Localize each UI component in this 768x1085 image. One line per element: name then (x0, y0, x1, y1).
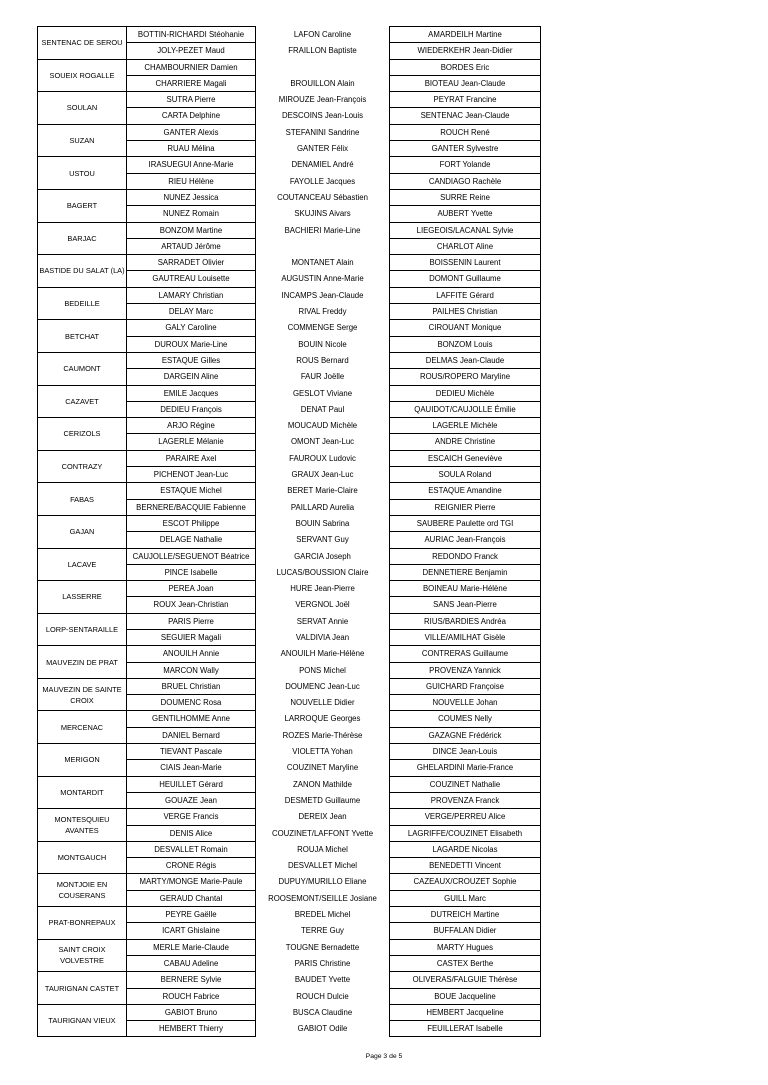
member-cell: AUBERT Yvette (390, 206, 541, 222)
member-cell: LIEGEOIS/LACANAL Sylvie (390, 222, 541, 238)
member-cell: ROUCH Dulcie (256, 988, 390, 1004)
member-cell: DENIS Alice (127, 825, 256, 841)
member-cell: GRAUX Jean-Luc (256, 467, 390, 483)
member-cell: ROZES Marie-Thérèse (256, 727, 390, 743)
member-cell: RUAU Mélina (127, 141, 256, 157)
member-cell: ANOUILH Annie (127, 646, 256, 662)
member-cell: GESLOT Viviane (256, 385, 390, 401)
member-cell: MARCON Wally (127, 662, 256, 678)
member-cell: ROUCH René (390, 124, 541, 140)
member-cell: SURRE Reine (390, 189, 541, 205)
member-cell: BOUIN Sabrina (256, 515, 390, 531)
member-cell: ROUJA Michel (256, 841, 390, 857)
member-cell: JOLY-PEZET Maud (127, 43, 256, 59)
member-cell: NUNEZ Romain (127, 206, 256, 222)
member-cell: PONS Michel (256, 662, 390, 678)
member-cell: BRUEL Christian (127, 678, 256, 694)
member-cell: DENNETIERE Benjamin (390, 564, 541, 580)
commune-name: SENTENAC DE SEROU (38, 27, 127, 60)
table-row (38, 157, 541, 173)
member-cell: DOUMENC Rosa (127, 695, 256, 711)
member-cell: PAILHES Christian (390, 304, 541, 320)
commune-name: PRAT-BONREPAUX (38, 907, 127, 940)
table-row (38, 189, 541, 205)
table-row (38, 1004, 541, 1020)
member-cell: SARRADET Olivier (127, 255, 256, 271)
member-cell: LAGERLE Mélanie (127, 434, 256, 450)
member-cell: ESTAQUE Gilles (127, 352, 256, 368)
commune-name: LASSERRE (38, 581, 127, 614)
member-cell: COUMES Nelly (390, 711, 541, 727)
table-row (38, 450, 541, 466)
member-cell: BUSCA Claudine (256, 1004, 390, 1020)
member-cell: CHARLOT Aline (390, 238, 541, 254)
member-cell: PROVENZA Yannick (390, 662, 541, 678)
commune-name: TAURIGNAN VIEUX (38, 1004, 127, 1037)
member-cell: PEYRAT Francine (390, 92, 541, 108)
member-cell: PARAIRE Axel (127, 450, 256, 466)
member-cell: CARTA Delphine (127, 108, 256, 124)
member-cell: ESTAQUE Michel (127, 483, 256, 499)
member-cell: FAYOLLE Jacques (256, 173, 390, 189)
member-cell: DEDIEU Michèle (390, 385, 541, 401)
table-row (38, 613, 541, 629)
commune-name: BARJAC (38, 222, 127, 255)
member-cell: COMMENGE Serge (256, 320, 390, 336)
member-cell: SEGUIER Magali (127, 629, 256, 645)
member-cell: DENAMIEL André (256, 157, 390, 173)
table-row (38, 385, 541, 401)
table-row (38, 27, 541, 43)
member-cell: CANDIAGO Rachèle (390, 173, 541, 189)
table-row (38, 776, 541, 792)
table-row (38, 222, 541, 238)
member-cell: VILLE/AMILHAT Gisèle (390, 629, 541, 645)
member-cell: VERGE Francis (127, 809, 256, 825)
member-cell: GAZAGNE Frédérick (390, 727, 541, 743)
member-cell: SERVAT Annie (256, 613, 390, 629)
member-cell: DELAY Marc (127, 304, 256, 320)
member-cell: DEREIX Jean (256, 809, 390, 825)
member-cell: GABIOT Odile (256, 1021, 390, 1037)
member-cell: CABAU Adeline (127, 955, 256, 971)
table-row (38, 59, 541, 75)
member-cell: SANS Jean-Pierre (390, 597, 541, 613)
member-cell: INCAMPS Jean-Claude (256, 287, 390, 303)
member-cell: LAFFITE Gérard (390, 287, 541, 303)
member-cell: SOULA Roland (390, 467, 541, 483)
table-row (38, 92, 541, 108)
member-cell: SENTENAC Jean-Claude (390, 108, 541, 124)
member-cell: GAUTREAU Louisette (127, 271, 256, 287)
member-cell: BERNERE Sylvie (127, 972, 256, 988)
table-row (38, 907, 541, 923)
member-cell: PICHENOT Jean-Luc (127, 467, 256, 483)
member-cell: LAGARDE Nicolas (390, 841, 541, 857)
commune-name: MONTJOIE EN COUSERANS (38, 874, 127, 907)
commune-name: CAZAVET (38, 385, 127, 418)
commune-name: LACAVE (38, 548, 127, 581)
table-row (38, 581, 541, 597)
table-row (38, 418, 541, 434)
member-cell: PEREA Joan (127, 581, 256, 597)
member-cell: BREDEL Michel (256, 907, 390, 923)
member-cell: ANOUILH Marie-Hélène (256, 646, 390, 662)
table-row (38, 711, 541, 727)
member-cell: CRONE Régis (127, 858, 256, 874)
commune-name: CONTRAZY (38, 450, 127, 483)
commune-name: SAINT CROIX VOLVESTRE (38, 939, 127, 972)
member-cell: BOINEAU Marie-Hélène (390, 581, 541, 597)
table-row (38, 972, 541, 988)
member-cell: PAILLARD Aurelia (256, 499, 390, 515)
commune-name: FABAS (38, 483, 127, 516)
member-cell: CAZEAUX/CROUZET Sophie (390, 874, 541, 890)
member-cell: TIEVANT Pascale (127, 744, 256, 760)
member-cell: MERLE Marie-Claude (127, 939, 256, 955)
member-cell: SUTRA Pierre (127, 92, 256, 108)
commune-name: BASTIDE DU SALAT (LA) (38, 255, 127, 288)
member-cell: ROOSEMONT/SEILLE Josiane (256, 890, 390, 906)
member-cell: GABIOT Bruno (127, 1004, 256, 1020)
member-cell: TERRE Guy (256, 923, 390, 939)
member-cell: ARJO Régine (127, 418, 256, 434)
member-cell: SKUJINS Aivars (256, 206, 390, 222)
table-row (38, 124, 541, 140)
member-cell: VERGE/PERREU Alice (390, 809, 541, 825)
member-cell: ESCOT Philippe (127, 515, 256, 531)
page-footer: Page 3 de 5 (365, 1053, 403, 1060)
member-cell: SAUBERE Paulette ord TGI (390, 515, 541, 531)
member-cell (256, 238, 390, 254)
member-cell: QAUIDOT/CAUJOLLE Émilie (390, 401, 541, 417)
member-cell: REIGNIER Pierre (390, 499, 541, 515)
commune-name: SUZAN (38, 124, 127, 157)
table-row (38, 939, 541, 955)
member-cell: ANDRE Christine (390, 434, 541, 450)
member-cell: DELMAS Jean-Claude (390, 352, 541, 368)
member-cell: CASTEX Berthe (390, 955, 541, 971)
member-cell: GUILL Marc (390, 890, 541, 906)
member-cell: PROVENZA Franck (390, 792, 541, 808)
member-cell: DUTREICH Martine (390, 907, 541, 923)
commune-name: SOUEIX ROGALLE (38, 59, 127, 92)
member-cell: OMONT Jean-Luc (256, 434, 390, 450)
member-cell: DESVALLET Michel (256, 858, 390, 874)
member-cell: GERAUD Chantal (127, 890, 256, 906)
member-cell: DUPUY/MURILLO Eliane (256, 874, 390, 890)
member-cell: COUTANCEAU Sébastien (256, 189, 390, 205)
table-row (38, 320, 541, 336)
member-cell: NUNEZ Jessica (127, 189, 256, 205)
member-cell: GANTER Alexis (127, 124, 256, 140)
member-cell: DESMETD Guillaume (256, 792, 390, 808)
commune-name: CERIZOLS (38, 418, 127, 451)
member-cell: MOUCAUD Michèle (256, 418, 390, 434)
member-cell: EMILE Jacques (127, 385, 256, 401)
table-row (38, 678, 541, 694)
table-row (38, 874, 541, 890)
member-cell: LAFON Caroline (256, 27, 390, 43)
member-cell: CONTRERAS Guillaume (390, 646, 541, 662)
member-cell: AUGUSTIN Anne-Marie (256, 271, 390, 287)
member-cell: BERET Marie-Claire (256, 483, 390, 499)
member-cell: DOMONT Guillaume (390, 271, 541, 287)
member-cell: BOUIN Nicole (256, 336, 390, 352)
member-cell: BENEDETTI Vincent (390, 858, 541, 874)
commune-name: GAJAN (38, 515, 127, 548)
members-table-body (38, 27, 541, 1037)
member-cell: LUCAS/BOUSSION Claire (256, 564, 390, 580)
member-cell: PARIS Christine (256, 955, 390, 971)
member-cell: GUICHARD Françoise (390, 678, 541, 694)
table-row (38, 841, 541, 857)
member-cell: MIROUZE Jean-François (256, 92, 390, 108)
member-cell: OLIVERAS/FALGUIE Thérèse (390, 972, 541, 988)
member-cell: VIOLETTA Yohan (256, 744, 390, 760)
commune-name: BAGERT (38, 189, 127, 222)
member-cell: COUZINET Maryline (256, 760, 390, 776)
member-cell: ROUS/ROPERO Maryline (390, 369, 541, 385)
member-cell: FAUR Joëlle (256, 369, 390, 385)
member-cell: DARGEIN Aline (127, 369, 256, 385)
member-cell: AMARDEILH Martine (390, 27, 541, 43)
member-cell: GALY Caroline (127, 320, 256, 336)
member-cell: CHAMBOURNIER Damien (127, 59, 256, 75)
member-cell: CAUJOLLE/SEGUENOT Béatrice (127, 548, 256, 564)
commune-name: CAUMONT (38, 352, 127, 385)
member-cell: BACHIERI Marie-Line (256, 222, 390, 238)
table-row (38, 548, 541, 564)
member-cell: LAGERLE Michèle (390, 418, 541, 434)
commune-name: MAUVEZIN DE PRAT (38, 646, 127, 679)
commune-name: MONTARDIT (38, 776, 127, 809)
member-cell: VERGNOL Joël (256, 597, 390, 613)
member-cell: CIROUANT Monique (390, 320, 541, 336)
commune-name: BETCHAT (38, 320, 127, 353)
member-cell: LAMARY Christian (127, 287, 256, 303)
member-cell: BOUE Jacqueline (390, 988, 541, 1004)
member-cell: BONZOM Louis (390, 336, 541, 352)
member-cell: MONTANET Alain (256, 255, 390, 271)
member-cell: VALDIVIA Jean (256, 629, 390, 645)
member-cell: REDONDO Franck (390, 548, 541, 564)
member-cell: WIEDERKEHR Jean-Didier (390, 43, 541, 59)
member-cell: FORT Yolande (390, 157, 541, 173)
member-cell: ARTAUD Jérôme (127, 238, 256, 254)
member-cell (256, 59, 390, 75)
member-cell: DELAGE Nathalie (127, 532, 256, 548)
table-row (38, 809, 541, 825)
member-cell: GHELARDINI Marie-France (390, 760, 541, 776)
member-cell: PEYRE Gaëlle (127, 907, 256, 923)
member-cell: FRAILLON Baptiste (256, 43, 390, 59)
member-cell: HEUILLET Gérard (127, 776, 256, 792)
commune-name: MERCENAC (38, 711, 127, 744)
commune-name: MONTESQUIEU AVANTES (38, 809, 127, 842)
member-cell: DENAT Paul (256, 401, 390, 417)
member-cell: DOUMENC Jean-Luc (256, 678, 390, 694)
member-cell: RIVAL Freddy (256, 304, 390, 320)
member-cell: BOISSENIN Laurent (390, 255, 541, 271)
member-cell: CHARRIERE Magali (127, 75, 256, 91)
member-cell: SERVANT Guy (256, 532, 390, 548)
table-row (38, 287, 541, 303)
member-cell: ROUS Bernard (256, 352, 390, 368)
member-cell: AURIAC Jean-François (390, 532, 541, 548)
table-row (38, 646, 541, 662)
member-cell: PARIS Pierre (127, 613, 256, 629)
member-cell: MARTY Hugues (390, 939, 541, 955)
member-cell: TOUGNE Bernadette (256, 939, 390, 955)
member-cell: BROUILLON Alain (256, 75, 390, 91)
member-cell: FAUROUX Ludovic (256, 450, 390, 466)
member-cell: GANTER Sylvestre (390, 141, 541, 157)
member-cell: FEUILLERAT Isabelle (390, 1021, 541, 1037)
member-cell: GANTER Félix (256, 141, 390, 157)
member-cell: BERNERE/BACQUIE Fabienne (127, 499, 256, 515)
member-cell: NOUVELLE Didier (256, 695, 390, 711)
member-cell: ROUCH Fabrice (127, 988, 256, 1004)
member-cell: COUZINET/LAFFONT Yvette (256, 825, 390, 841)
member-cell: ESTAQUE Amandine (390, 483, 541, 499)
member-cell: DANIEL Bernard (127, 727, 256, 743)
commune-name: MERIGON (38, 744, 127, 777)
member-cell: DINCE Jean-Louis (390, 744, 541, 760)
member-cell: BOTTIN-RICHARDI Stéohanie (127, 27, 256, 43)
member-cell: GOUAZE Jean (127, 792, 256, 808)
table-row (38, 255, 541, 271)
commune-name: LORP-SENTARAILLE (38, 613, 127, 646)
member-cell: DUROUX Marie-Line (127, 336, 256, 352)
member-cell: ZANON Mathilde (256, 776, 390, 792)
member-cell: BAUDET Yvette (256, 972, 390, 988)
member-cell: MARTY/MONGE Marie-Paule (127, 874, 256, 890)
member-cell: DESCOINS Jean-Louis (256, 108, 390, 124)
member-cell: ROUX Jean-Christian (127, 597, 256, 613)
table-row (38, 352, 541, 368)
member-cell: ESCAICH Geneviève (390, 450, 541, 466)
member-cell: LARROQUE Georges (256, 711, 390, 727)
member-cell: GARCIA Joseph (256, 548, 390, 564)
member-cell: LAGRIFFE/COUZINET Elisabeth (390, 825, 541, 841)
member-cell: HURE Jean-Pierre (256, 581, 390, 597)
member-cell: COUZINET Nathalie (390, 776, 541, 792)
member-cell: RIUS/BARDIES Andréa (390, 613, 541, 629)
member-cell: RIEU Hélène (127, 173, 256, 189)
member-cell: DESVALLET Romain (127, 841, 256, 857)
commune-name: USTOU (38, 157, 127, 190)
commune-name: TAURIGNAN CASTET (38, 972, 127, 1005)
table-row (38, 744, 541, 760)
commune-name: SOULAN (38, 92, 127, 125)
member-cell: BIOTEAU Jean-Claude (390, 75, 541, 91)
member-cell: HEMBERT Jacqueline (390, 1004, 541, 1020)
member-cell: GENTILHOMME Anne (127, 711, 256, 727)
member-cell: CIAIS Jean-Marie (127, 760, 256, 776)
member-cell: HEMBERT Thierry (127, 1021, 256, 1037)
member-cell: BUFFALAN Didier (390, 923, 541, 939)
table-row (38, 483, 541, 499)
member-cell: IRASUEGUI Anne-Marie (127, 157, 256, 173)
member-cell: BONZOM Martine (127, 222, 256, 238)
member-cell: ICART Ghislaine (127, 923, 256, 939)
member-cell: DEDIEU François (127, 401, 256, 417)
member-cell: STEFANINI Sandrine (256, 124, 390, 140)
member-cell: PINCE Isabelle (127, 564, 256, 580)
commune-name: MAUVEZIN DE SAINTE CROIX (38, 678, 127, 711)
commune-name: MONTGAUCH (38, 841, 127, 874)
member-cell: BORDES Eric (390, 59, 541, 75)
commune-name: BEDEILLE (38, 287, 127, 320)
members-table (37, 26, 541, 1037)
member-cell: NOUVELLE Johan (390, 695, 541, 711)
table-row (38, 515, 541, 531)
